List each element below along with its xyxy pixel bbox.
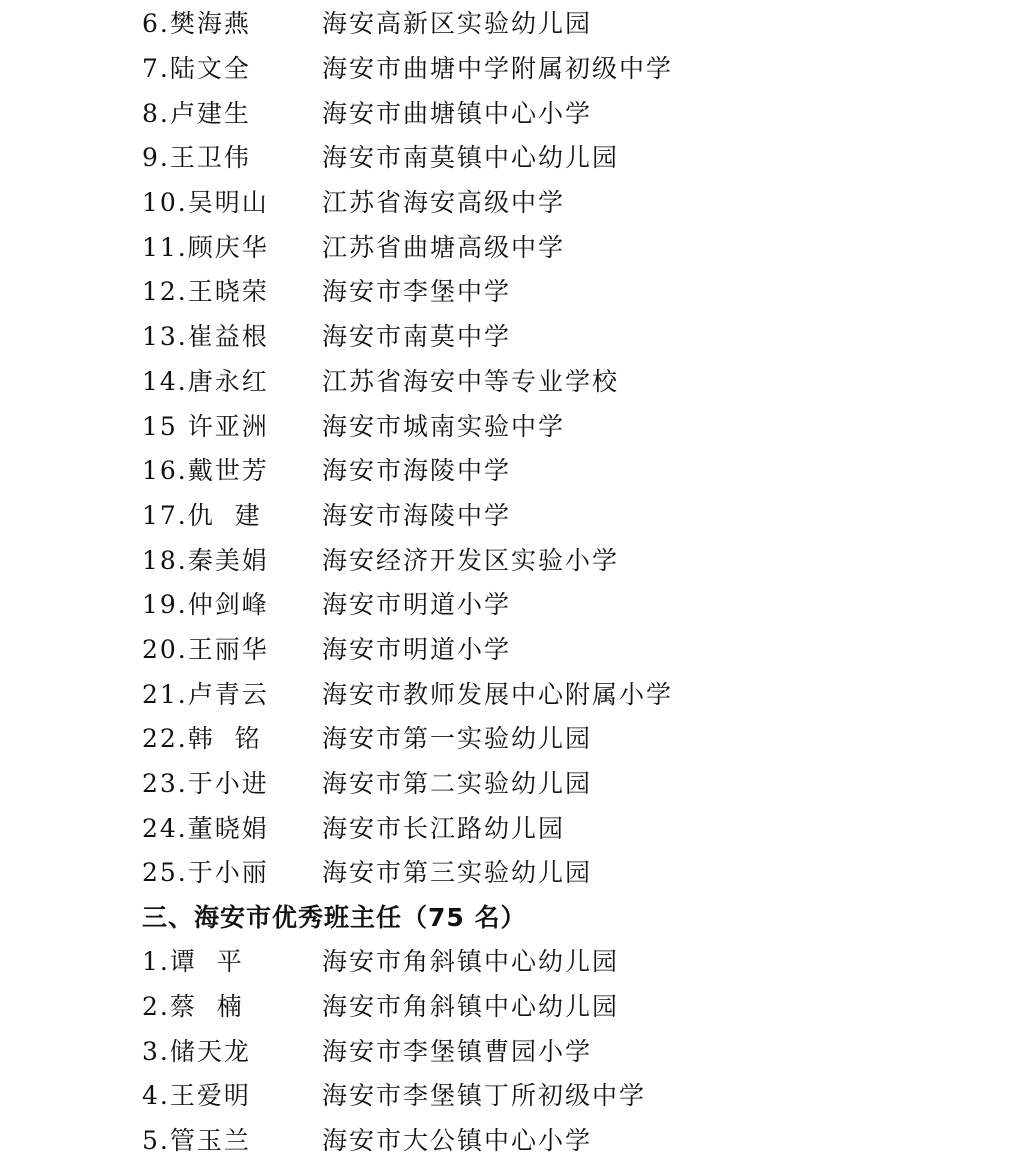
school-name: 海安市大公镇中心小学 xyxy=(322,1126,593,1156)
school-name: 海安经济开发区实验小学 xyxy=(322,545,620,575)
list-item xyxy=(142,402,1002,447)
person-name: 1.谭 平 xyxy=(142,947,244,977)
school-name: 海安市角斜镇中心幼儿园 xyxy=(322,992,620,1022)
person-name: 13.崔益根 xyxy=(142,322,269,352)
person-name: 20.王丽华 xyxy=(142,634,269,664)
school-name: 海安市南莫中学 xyxy=(322,322,512,352)
school-name: 海安市海陵中学 xyxy=(322,456,512,486)
list-item xyxy=(142,983,1002,1028)
list-item xyxy=(142,0,1002,45)
person-name: 22.韩 铭 xyxy=(142,724,262,754)
school-name: 江苏省曲塘高级中学 xyxy=(322,232,566,262)
excellent-class-teacher-list xyxy=(142,938,1002,1161)
person-name: 11.顾庆华 xyxy=(142,232,269,262)
school-name: 海安市李堡镇丁所初级中学 xyxy=(322,1081,647,1111)
list-item xyxy=(142,536,1002,581)
list-item xyxy=(142,581,1002,626)
school-name: 海安市海陵中学 xyxy=(322,500,512,530)
school-name: 江苏省海安高级中学 xyxy=(322,188,566,218)
list-item xyxy=(142,670,1002,715)
school-name: 海安市第二实验幼儿园 xyxy=(322,769,593,799)
person-name: 8.卢建生 xyxy=(142,98,251,128)
list-item xyxy=(142,626,1002,671)
section-heading: 三、海安市优秀班主任（75 名） xyxy=(142,903,527,933)
list-item xyxy=(142,1117,1002,1161)
list-item xyxy=(142,134,1002,179)
school-name: 海安高新区实验幼儿园 xyxy=(322,9,593,39)
school-name: 海安市李堡镇曹园小学 xyxy=(322,1036,593,1066)
person-name: 14.唐永红 xyxy=(142,366,269,396)
award-list-continued xyxy=(142,0,1002,938)
person-name: 3.储天龙 xyxy=(142,1036,251,1066)
school-name: 海安市角斜镇中心幼儿园 xyxy=(322,947,620,977)
list-item xyxy=(142,938,1002,983)
school-name: 海安市李堡中学 xyxy=(322,277,512,307)
person-name: 15 许亚洲 xyxy=(142,411,269,441)
person-name: 23.于小进 xyxy=(142,769,269,799)
list-item xyxy=(142,804,1002,849)
school-name: 海安市曲塘镇中心小学 xyxy=(322,98,593,128)
person-name: 10.吴明山 xyxy=(142,188,269,218)
school-name: 海安市第三实验幼儿园 xyxy=(322,858,593,888)
list-item xyxy=(142,760,1002,805)
school-name: 海安市明道小学 xyxy=(322,634,512,664)
person-name: 2.蔡 楠 xyxy=(142,992,244,1022)
list-item xyxy=(142,447,1002,492)
list-item xyxy=(142,179,1002,224)
person-name: 12.王晓荣 xyxy=(142,277,269,307)
school-name: 海安市长江路幼儿园 xyxy=(322,813,566,843)
school-name: 海安市明道小学 xyxy=(322,590,512,620)
person-name: 4.王爱明 xyxy=(142,1081,251,1111)
list-item xyxy=(142,313,1002,358)
list-item xyxy=(142,45,1002,90)
person-name: 21.卢青云 xyxy=(142,679,269,709)
list-item xyxy=(142,89,1002,134)
person-name: 16.戴世芳 xyxy=(142,456,269,486)
person-name: 7.陆文全 xyxy=(142,54,251,84)
school-name: 海安市教师发展中心附属小学 xyxy=(322,679,674,709)
school-name: 海安市第一实验幼儿园 xyxy=(322,724,593,754)
list-item xyxy=(142,492,1002,537)
school-name: 江苏省海安中等专业学校 xyxy=(322,366,620,396)
list-item xyxy=(142,715,1002,760)
list-item xyxy=(142,1027,1002,1072)
person-name: 9.王卫伟 xyxy=(142,143,251,173)
person-name: 25.于小丽 xyxy=(142,858,269,888)
list-item xyxy=(142,849,1002,894)
list-item xyxy=(142,1072,1002,1117)
person-name: 17.仇 建 xyxy=(142,500,262,530)
list-item xyxy=(142,223,1002,268)
person-name: 6.樊海燕 xyxy=(142,9,251,39)
list-item xyxy=(142,358,1002,403)
person-name: 18.秦美娟 xyxy=(142,545,269,575)
person-name: 24.董晓娟 xyxy=(142,813,269,843)
school-name: 海安市城南实验中学 xyxy=(322,411,566,441)
list-item xyxy=(142,268,1002,313)
school-name: 海安市南莫镇中心幼儿园 xyxy=(322,143,620,173)
person-name: 19.仲剑峰 xyxy=(142,590,269,620)
school-name: 海安市曲塘中学附属初级中学 xyxy=(322,54,674,84)
person-name: 5.管玉兰 xyxy=(142,1126,251,1156)
